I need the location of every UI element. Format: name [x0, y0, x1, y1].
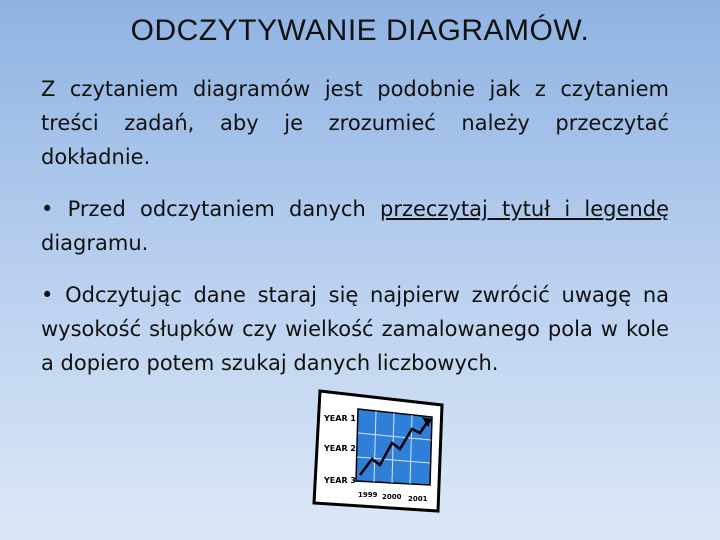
intro-paragraph: Z czytaniem diagramów jest podobnie jak z czytaniem treści zadań, aby je zrozumieć należy przeczytać dokładnie.: [41, 77, 669, 169]
clipart-col-label-2: 2000: [382, 493, 402, 501]
bullet1-text-start: • Przed odczytaniem danych: [41, 197, 380, 221]
bullet-read-title-legend: [41, 192, 669, 260]
bullet1-underlined-text: przeczytaj tytuł i legendę: [379, 197, 669, 221]
clipart-row-label-2: YEAR 2: [324, 444, 356, 453]
clipart-col-label-3: 2001: [408, 495, 428, 503]
clipart-row-label-1: YEAR 1: [324, 414, 356, 423]
clipart-row-label-3: YEAR 3: [324, 476, 356, 485]
bullet-read-bars-first: • Odczytując dane staraj się najpierw zwrócić uwagę na wysokość słupków czy wielkość zamalowanego pola w kole a dopiero potem szukaj danych liczbowych.: [41, 283, 669, 375]
clipart-col-label-1: 1999: [358, 491, 378, 499]
page-title: ODCZYTYWANIE DIAGRAMÓW.: [130, 14, 590, 47]
bullet1-text-end: diagramu.: [41, 231, 149, 255]
growth-chart-clipart-icon: [308, 385, 448, 515]
